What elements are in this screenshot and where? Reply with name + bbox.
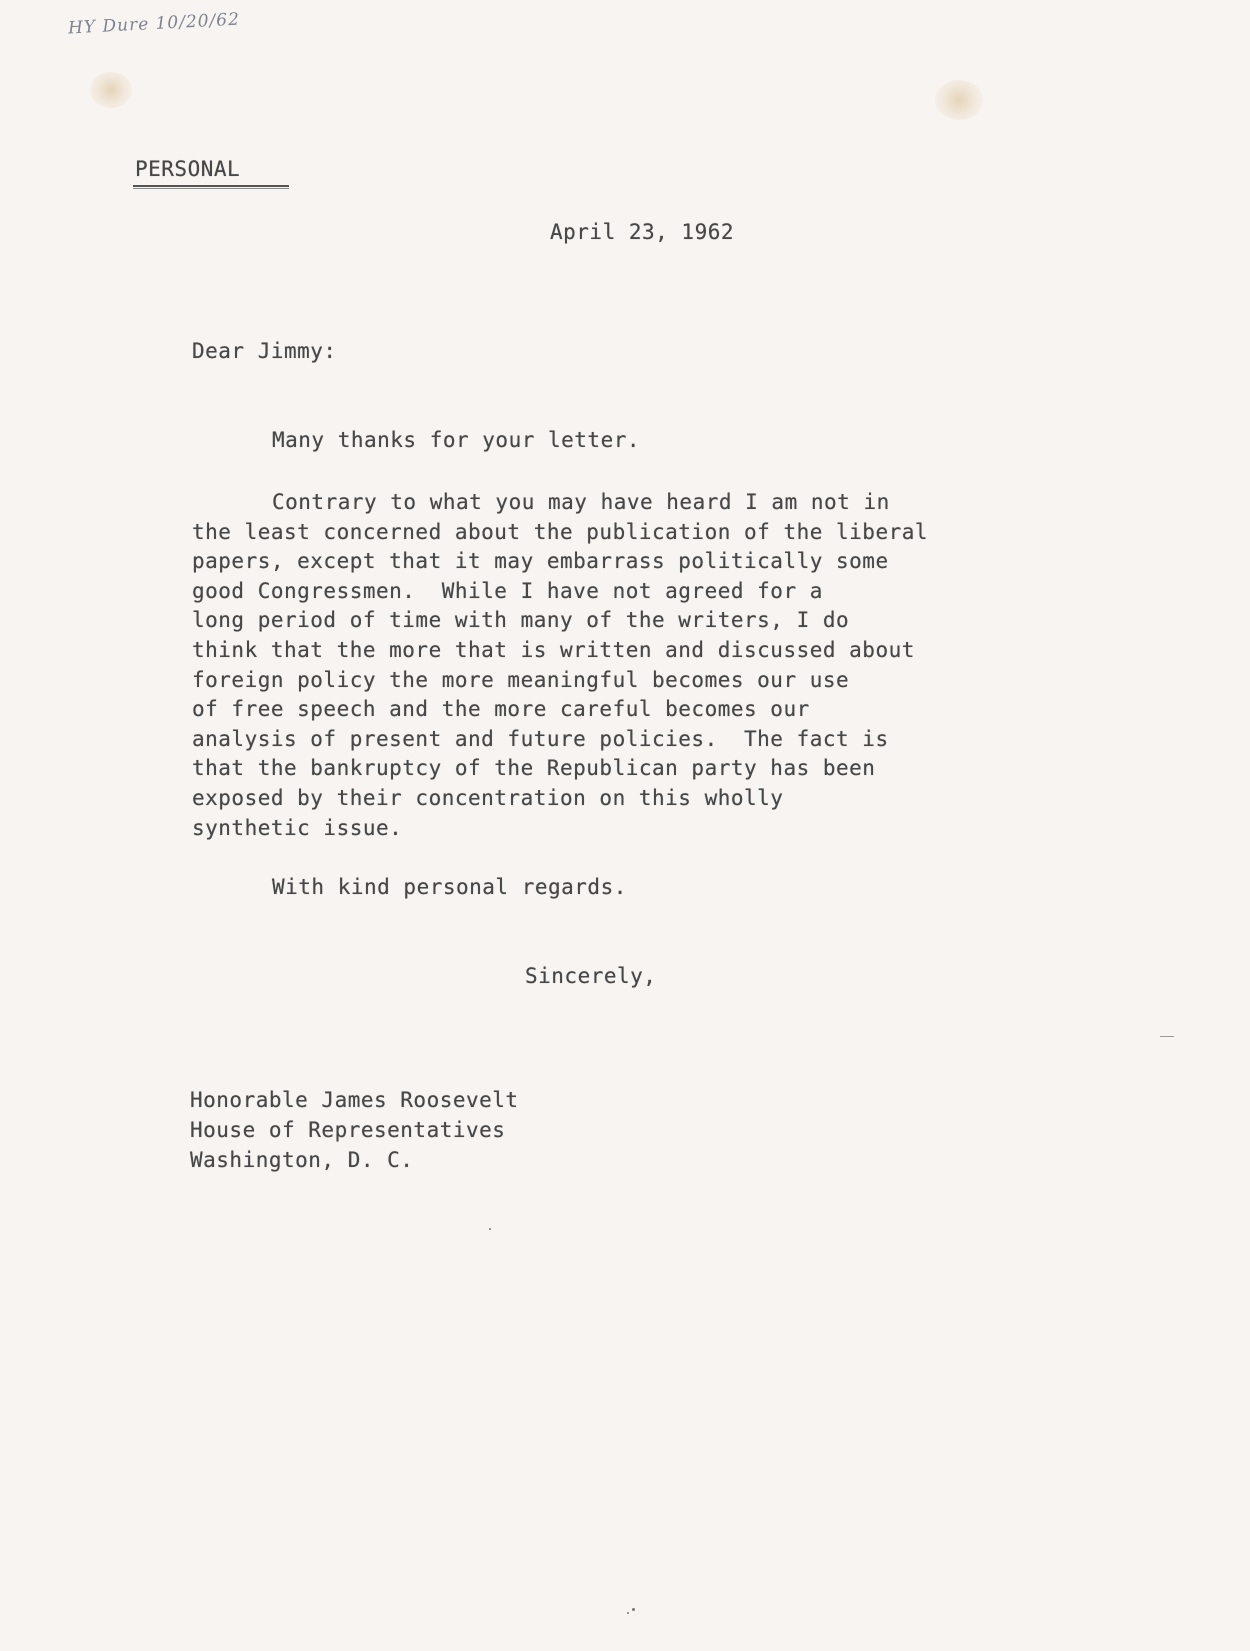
paper-speck xyxy=(489,1228,491,1230)
body-line: that the bankruptcy of the Republican party has been xyxy=(192,756,876,781)
body-line: Contrary to what you may have heard I am not in xyxy=(272,490,890,514)
complimentary-close: Sincerely, xyxy=(525,964,657,988)
addressee-block xyxy=(190,1085,519,1175)
personal-marking: PERSONAL xyxy=(135,157,241,181)
body-line: long period of time with many of the writers, I do xyxy=(192,608,850,633)
body-paragraph xyxy=(192,488,928,843)
salutation: Dear Jimmy: xyxy=(192,339,337,363)
paper-stain-left xyxy=(90,72,132,108)
handwritten-annotation: HY Dure 10/20/62 xyxy=(67,9,241,39)
body-line: synthetic issue. xyxy=(192,815,403,840)
body-line: think that the more that is written and discussed about xyxy=(192,637,915,662)
paper-stain-right xyxy=(935,80,983,120)
paper-speck xyxy=(632,1608,635,1611)
body-line: papers, except that it may embarrass politically some xyxy=(192,549,889,574)
closing-paragraph: With kind personal regards. xyxy=(272,875,627,899)
letter-date: April 23, 1962 xyxy=(550,220,735,244)
opening-paragraph: Many thanks for your letter. xyxy=(272,428,641,452)
body-line: of free speech and the more careful becomes our xyxy=(192,697,810,722)
paper-speck xyxy=(1160,1036,1174,1037)
personal-underline xyxy=(133,185,289,187)
addressee-line: Honorable James Roosevelt xyxy=(190,1088,519,1112)
addressee-line: House of Representatives xyxy=(190,1118,506,1142)
body-line: foreign policy the more meaningful becomes our use xyxy=(192,667,850,692)
body-line: analysis of present and future policies. The fact is xyxy=(192,726,889,751)
personal-underline-second xyxy=(133,188,289,189)
body-line: the least concerned about the publication of the liberal xyxy=(192,519,929,544)
paper-speck xyxy=(627,1612,629,1614)
addressee-line: Washington, D. C. xyxy=(190,1148,414,1172)
body-line: exposed by their concentration on this wholly xyxy=(192,785,784,810)
body-line: good Congressmen. While I have not agreed for a xyxy=(192,578,823,603)
